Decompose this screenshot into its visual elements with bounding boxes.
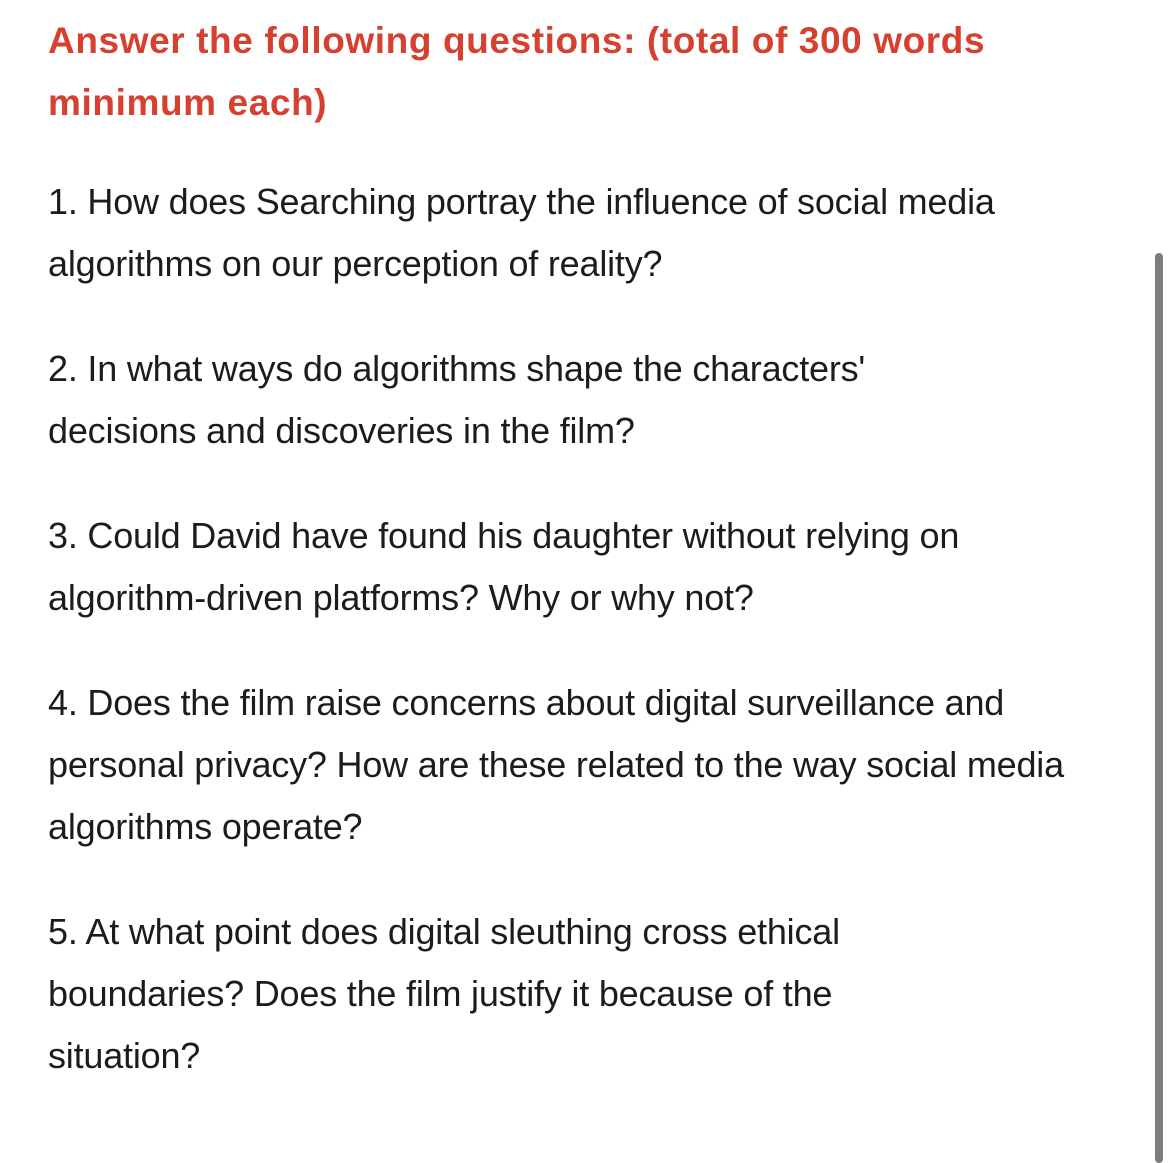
question-4: 4. Does the film raise concerns about digital surveillance and personal privacy? How are these related to the way social media algorithms operate?	[48, 682, 1064, 847]
scrollbar[interactable]	[1150, 0, 1170, 1163]
scrollbar-thumb[interactable]	[1155, 253, 1163, 1163]
document-body	[48, 10, 1128, 1130]
question-1: 1. How does Searching portray the influence of social media algorithms on our perception of reality?	[48, 181, 995, 284]
page-heading: Answer the following questions: (total of 300 words minimum each)	[48, 20, 986, 123]
question-2: 2. In what ways do algorithms shape the characters' decisions and discoveries in the film?	[48, 348, 866, 451]
question-5: 5. At what point does digital sleuthing cross ethical boundaries? Does the film justify it because of the situation?	[48, 911, 840, 1076]
question-3: 3. Could David have found his daughter without relying on algorithm-driven platforms? Why or why not?	[48, 515, 960, 618]
